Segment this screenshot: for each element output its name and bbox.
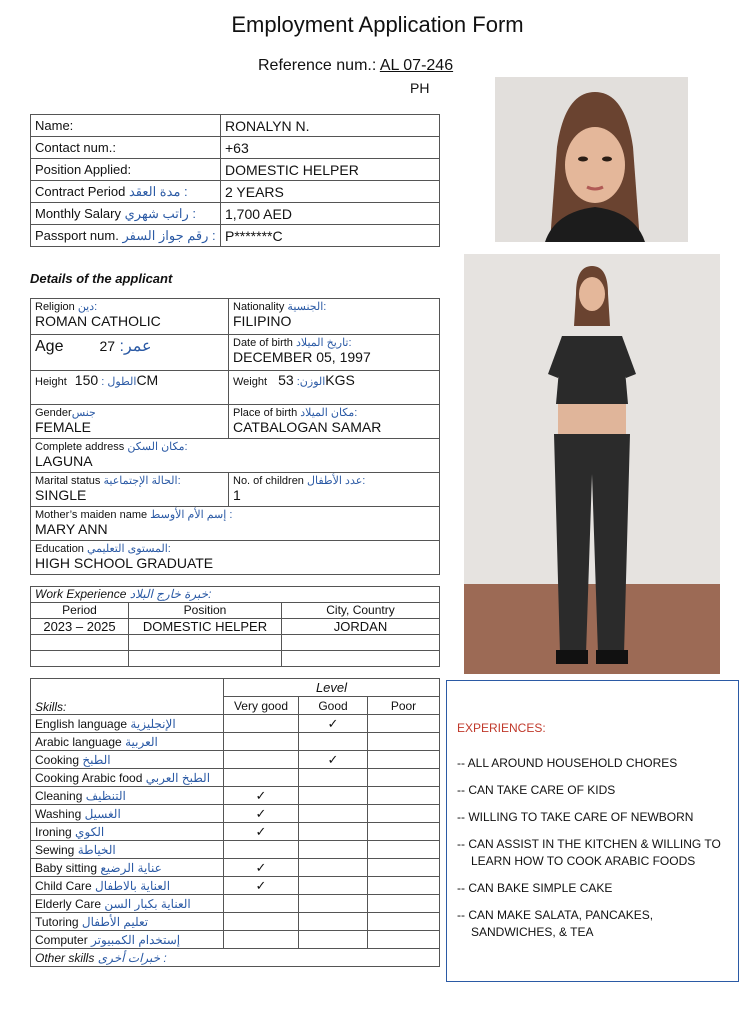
skill-row xyxy=(31,823,440,841)
skills-level-heading: Level xyxy=(224,679,440,697)
skill-empty-cell xyxy=(368,895,440,913)
marital-cell xyxy=(31,473,229,507)
basic-info-row xyxy=(31,115,440,137)
skill-empty-cell xyxy=(368,913,440,931)
skill-empty-cell xyxy=(368,841,440,859)
skill-name-cell xyxy=(31,913,224,931)
address-label-ar: مكان السكن: xyxy=(127,441,188,453)
experiences-box xyxy=(446,680,739,982)
form-title: Employment Application Form xyxy=(231,12,524,37)
skill-name-ar: الخياطة xyxy=(77,842,116,857)
experience-item: -- ALL AROUND HOUSEHOLD CHORES xyxy=(457,756,678,770)
basic-info-row xyxy=(31,225,440,247)
skill-empty-cell xyxy=(299,823,368,841)
basic-label: Name: xyxy=(35,118,74,133)
skill-row xyxy=(31,913,440,931)
nationality-value: FILIPINO xyxy=(233,313,292,329)
skill-empty-cell xyxy=(224,715,299,733)
basic-label-cell xyxy=(31,159,221,181)
work-heading: Work Experience xyxy=(35,587,127,601)
other-skills-label-ar: خبرات أخرى : xyxy=(97,950,167,965)
basic-info-row xyxy=(31,203,440,225)
nationality-label: Nationality xyxy=(233,301,285,313)
other-skills-label: Other skills xyxy=(35,950,95,965)
work-col-position: Position xyxy=(129,603,282,619)
skill-row xyxy=(31,931,440,949)
skill-name: Washing xyxy=(35,806,82,821)
skill-name-ar: الكوي xyxy=(75,824,105,839)
details-heading: Details of the applicant xyxy=(30,271,173,286)
work-country: JORDAN xyxy=(282,619,440,635)
mother-cell xyxy=(31,507,440,541)
basic-label-ar: مدة العقد : xyxy=(128,183,188,199)
pob-label: Place of birth xyxy=(233,407,298,419)
skill-empty-cell xyxy=(224,733,299,751)
skill-row xyxy=(31,895,440,913)
experiences-list xyxy=(447,755,738,941)
skill-empty-cell xyxy=(299,859,368,877)
skills-col-poor: Poor xyxy=(368,697,440,715)
skill-name: Cooking xyxy=(35,752,80,767)
basic-label: Passport num. xyxy=(35,227,119,243)
basic-info-row xyxy=(31,137,440,159)
skills-table xyxy=(30,678,440,967)
full-body-image xyxy=(464,254,720,674)
mother-label-ar: إسم الأم الأوسط : xyxy=(150,509,233,521)
marital-value: SINGLE xyxy=(35,487,87,503)
basic-value: P*******C xyxy=(221,225,440,247)
mother-value: MARY ANN xyxy=(35,521,108,537)
work-country xyxy=(282,651,440,667)
skill-empty-cell xyxy=(299,733,368,751)
work-position xyxy=(129,651,282,667)
skill-row xyxy=(31,877,440,895)
skill-empty-cell xyxy=(299,787,368,805)
skill-empty-cell xyxy=(368,733,440,751)
gender-label-ar: جنس xyxy=(71,407,96,419)
experience-item: -- CAN MAKE SALATA, PANCAKES, SANDWICHES, & TEA xyxy=(457,908,654,939)
skill-name: Cooking Arabic food xyxy=(35,770,143,785)
work-heading-cell xyxy=(31,587,440,603)
pob-label-ar: مكان الميلاد: xyxy=(300,407,358,419)
height-label: Height xyxy=(35,376,67,388)
skill-empty-cell xyxy=(299,913,368,931)
religion-label-ar: دين: xyxy=(77,301,98,313)
skill-name-cell xyxy=(31,877,224,895)
skill-name-cell xyxy=(31,823,224,841)
age-label-ar: عمر: xyxy=(119,338,152,355)
work-row xyxy=(31,635,440,651)
marital-label-ar: الحالة الإجتماعية: xyxy=(103,475,181,487)
headshot-photo xyxy=(495,77,688,242)
address-value: LAGUNA xyxy=(35,453,93,469)
work-country xyxy=(282,635,440,651)
work-heading-ar: خبرة خارج البلاد: xyxy=(129,587,212,601)
religion-value: ROMAN CATHOLIC xyxy=(35,313,161,329)
skill-name-ar: الطبخ العربي xyxy=(145,770,211,785)
basic-label-cell xyxy=(31,203,221,225)
skills-col-very-good: Very good xyxy=(224,697,299,715)
skill-empty-cell xyxy=(368,931,440,949)
height-label-ar: الطول : xyxy=(101,376,137,388)
full-body-photo xyxy=(464,254,720,674)
education-cell xyxy=(31,541,440,575)
work-period xyxy=(31,635,129,651)
skill-empty-cell xyxy=(368,787,440,805)
skill-name-ar: تعليم الأطفال xyxy=(81,914,149,929)
skill-name: Sewing xyxy=(35,842,75,857)
gender-value: FEMALE xyxy=(35,419,92,435)
pob-value: CATBALOGAN SAMAR xyxy=(233,419,382,435)
work-experience-table xyxy=(30,586,440,667)
basic-label-ar: راتب شهري : xyxy=(124,205,196,221)
work-period: 2023 – 2025 xyxy=(31,619,129,635)
children-value: 1 xyxy=(233,487,241,503)
children-label: No. of children xyxy=(233,475,304,487)
skill-name-cell xyxy=(31,751,224,769)
basic-label-ar: رقم جواز السفر : xyxy=(122,227,216,243)
skill-empty-cell xyxy=(299,805,368,823)
skill-name-cell xyxy=(31,895,224,913)
skill-row xyxy=(31,715,440,733)
basic-value: 1,700 AED xyxy=(221,203,440,225)
skill-name: Child Care xyxy=(35,878,92,893)
dob-label-ar: تاريخ الميلاد: xyxy=(295,337,352,349)
experience-item: -- CAN BAKE SIMPLE CAKE xyxy=(457,881,613,895)
weight-label: Weight xyxy=(233,376,268,388)
mother-label: Mother’s maiden name xyxy=(35,509,148,521)
skill-name-cell xyxy=(31,787,224,805)
religion-label: Religion xyxy=(35,301,75,313)
skill-name-cell xyxy=(31,841,224,859)
weight-label-ar: الوزن: xyxy=(296,376,326,388)
other-skills-cell xyxy=(31,949,440,967)
age-cell xyxy=(31,335,229,371)
reference-value: AL 07-246 xyxy=(379,57,454,74)
skill-empty-cell xyxy=(224,841,299,859)
children-cell xyxy=(229,473,440,507)
skill-empty-cell xyxy=(368,823,440,841)
address-cell xyxy=(31,439,440,473)
skill-name: Ironing xyxy=(35,824,72,839)
headshot-image xyxy=(495,77,688,242)
skill-name-cell xyxy=(31,715,224,733)
skill-name: Baby sitting xyxy=(35,860,98,875)
religion-cell xyxy=(31,299,229,335)
skill-name-cell xyxy=(31,805,224,823)
skill-empty-cell xyxy=(299,931,368,949)
basic-label-cell xyxy=(31,181,221,203)
skill-name-ar: إستخدام الكمبيوتر xyxy=(91,932,181,947)
experience-item: -- CAN ASSIST IN THE KITCHEN & WILLING TO LEARN HOW TO COOK ARABIC FOODS xyxy=(457,837,721,868)
gender-cell xyxy=(31,405,229,439)
height-value: 150CM xyxy=(74,372,159,388)
marital-label: Marital status xyxy=(35,475,101,487)
work-position: DOMESTIC HELPER xyxy=(129,619,282,635)
basic-value: RONALYN N. xyxy=(221,115,440,137)
skill-check-icon: ✓ xyxy=(224,823,299,841)
skill-empty-cell xyxy=(368,715,440,733)
skill-empty-cell xyxy=(299,895,368,913)
skills-heading: Skills: xyxy=(31,679,224,715)
basic-info-row xyxy=(31,181,440,203)
skill-name-ar: الإنجليزية xyxy=(130,716,176,731)
skill-empty-cell xyxy=(224,751,299,769)
skill-check-icon: ✓ xyxy=(224,859,299,877)
nationality-label-ar: الجنسية: xyxy=(287,301,327,313)
children-label-ar: عدد الأطفال: xyxy=(307,475,366,487)
details-table xyxy=(30,298,440,575)
basic-info-row xyxy=(31,159,440,181)
skill-name-cell xyxy=(31,931,224,949)
work-row xyxy=(31,619,440,635)
skill-name: Arabic language xyxy=(35,734,122,749)
basic-value: DOMESTIC HELPER xyxy=(221,159,440,181)
skill-name-ar: العربية xyxy=(125,734,158,749)
skill-row xyxy=(31,859,440,877)
skill-check-icon: ✓ xyxy=(299,715,368,733)
skill-empty-cell xyxy=(368,769,440,787)
skill-name-ar: الطبخ xyxy=(82,752,111,767)
education-label: Education xyxy=(35,543,84,555)
education-value: HIGH SCHOOL GRADUATE xyxy=(35,555,214,571)
skill-row xyxy=(31,805,440,823)
reference-label: Reference num.: xyxy=(258,57,377,74)
basic-label: Contact num.: xyxy=(35,140,116,155)
skill-name-ar: العناية بالاطفال xyxy=(95,878,171,893)
country-code: PH xyxy=(410,80,430,96)
skill-empty-cell xyxy=(368,751,440,769)
basic-label-cell xyxy=(31,225,221,247)
height-cell xyxy=(31,371,229,405)
dob-value: DECEMBER 05, 1997 xyxy=(233,349,371,365)
experiences-heading: EXPERIENCES: xyxy=(457,721,546,735)
basic-label: Contract Period xyxy=(35,183,126,199)
skill-name: Tutoring xyxy=(35,914,79,929)
age-value: 27 xyxy=(99,338,116,354)
work-col-country: City, Country xyxy=(282,603,440,619)
dob-label: Date of birth xyxy=(233,337,293,349)
work-position xyxy=(129,635,282,651)
education-label-ar: المستوى التعليمي: xyxy=(87,543,171,555)
skill-row xyxy=(31,787,440,805)
skill-name: English language xyxy=(35,716,128,731)
skill-empty-cell xyxy=(299,841,368,859)
work-row xyxy=(31,651,440,667)
skill-name-cell xyxy=(31,733,224,751)
skill-name-ar: الغسيل xyxy=(84,806,121,821)
skill-name-ar: التنظيف xyxy=(85,788,126,803)
basic-value: 2 YEARS xyxy=(221,181,440,203)
reference-number xyxy=(258,57,453,75)
age-label: Age xyxy=(35,338,64,355)
skill-row xyxy=(31,751,440,769)
gender-label: Gender xyxy=(35,407,72,419)
weight-cell xyxy=(229,371,440,405)
basic-label-cell xyxy=(31,137,221,159)
skill-empty-cell xyxy=(368,805,440,823)
skill-empty-cell xyxy=(299,877,368,895)
basic-label: Monthly Salary xyxy=(35,205,121,221)
skill-check-icon: ✓ xyxy=(224,787,299,805)
work-period xyxy=(31,651,129,667)
skill-row xyxy=(31,841,440,859)
skill-name: Cleaning xyxy=(35,788,83,803)
nationality-cell xyxy=(229,299,440,335)
address-label: Complete address xyxy=(35,441,125,453)
skill-empty-cell xyxy=(224,913,299,931)
skill-empty-cell xyxy=(368,877,440,895)
skill-name-cell xyxy=(31,859,224,877)
weight-value: 53KGS xyxy=(278,372,355,388)
experience-item: -- WILLING TO TAKE CARE OF NEWBORN xyxy=(457,810,694,824)
skill-name-ar: عناية الرضيع xyxy=(100,860,162,875)
skills-col-good: Good xyxy=(299,697,368,715)
skill-check-icon: ✓ xyxy=(224,877,299,895)
skill-check-icon: ✓ xyxy=(224,805,299,823)
skill-empty-cell xyxy=(224,931,299,949)
basic-label: Position Applied: xyxy=(35,162,132,177)
skill-name: Elderly Care xyxy=(35,896,102,911)
basic-value: +63 xyxy=(221,137,440,159)
skill-empty-cell xyxy=(299,769,368,787)
skill-row xyxy=(31,769,440,787)
basic-info-table xyxy=(30,114,440,247)
skill-empty-cell xyxy=(368,859,440,877)
skill-name: Computer xyxy=(35,932,88,947)
work-col-period: Period xyxy=(31,603,129,619)
skill-empty-cell xyxy=(224,769,299,787)
skill-name-ar: العناية بكبار السن xyxy=(104,896,191,911)
skill-check-icon: ✓ xyxy=(299,751,368,769)
skill-row xyxy=(31,733,440,751)
experience-item: -- CAN TAKE CARE OF KIDS xyxy=(457,783,616,797)
pob-cell xyxy=(229,405,440,439)
skill-empty-cell xyxy=(224,895,299,913)
basic-label-cell xyxy=(31,115,221,137)
skill-name-cell xyxy=(31,769,224,787)
dob-cell xyxy=(229,335,440,371)
